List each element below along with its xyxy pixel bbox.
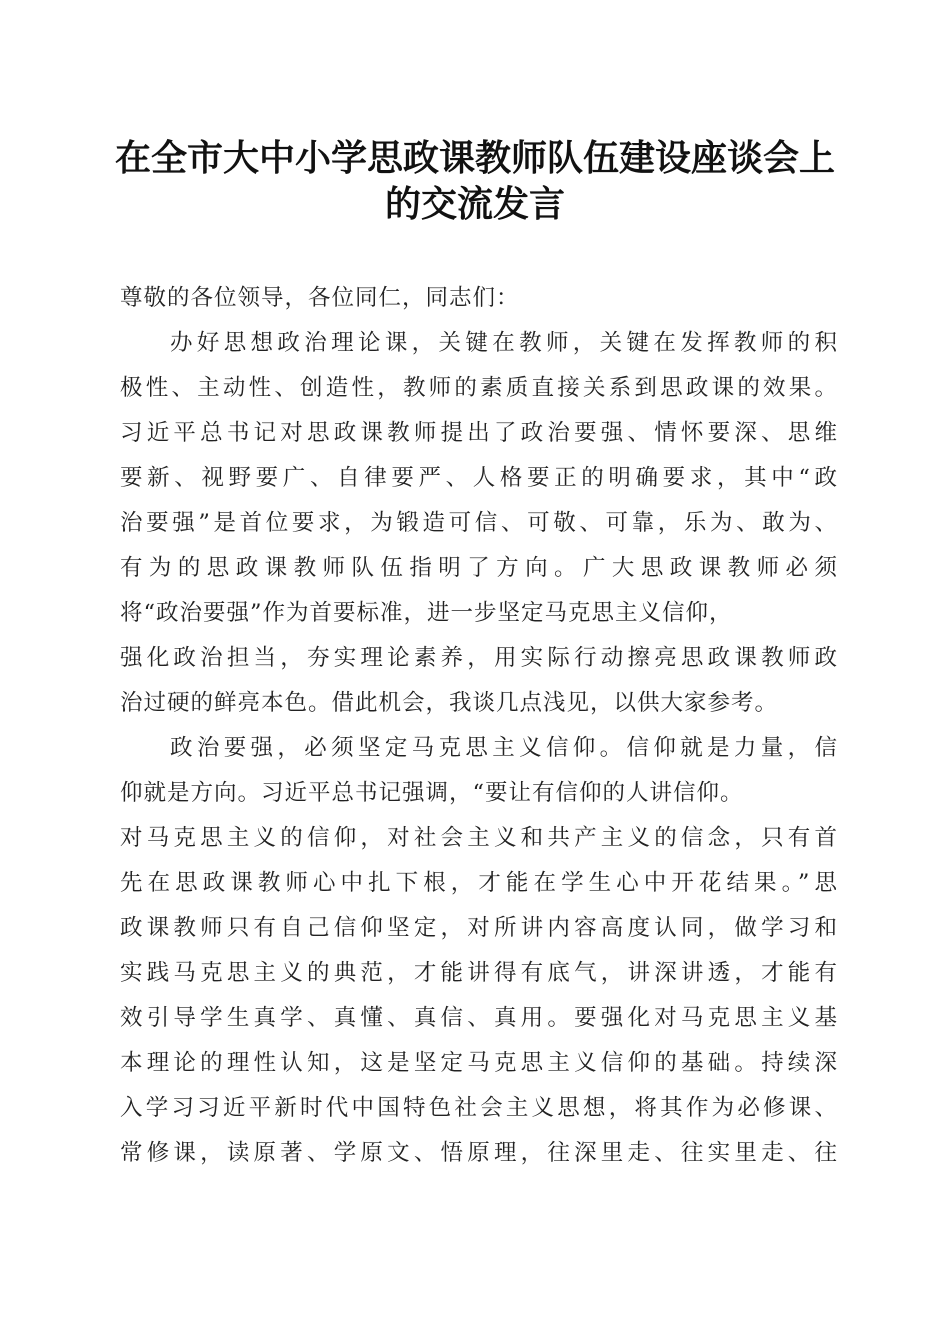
paragraph-line: 政课教师只有自己信仰坚定，对所讲内容高度认同，做学习和 — [120, 915, 838, 941]
paragraph-line: 对马克思主义的信仰，对社会主义和共产主义的信念，只有首 — [120, 825, 838, 851]
document-body — [120, 276, 838, 1176]
paragraph-line: 习近平总书记对思政课教师提出了政治要强、情怀要深、思维 — [120, 420, 838, 446]
paragraph-line: 有为的思政课教师队伍指明了方向。广大思政课教师必须 — [120, 555, 838, 581]
paragraph-line: 常修课，读原著、学原文、悟原理，往深里走、往实里走、往 — [120, 1140, 838, 1166]
paragraph-line: 极性、主动性、创造性，教师的素质直接关系到思政课的效果。 — [120, 375, 838, 401]
title-line-2: 的交流发言 — [384, 183, 565, 225]
paragraph-line: 先在思政课教师心中扎下根，才能在学生心中开花结果。”思 — [120, 870, 838, 896]
paragraph-line: 治过硬的鲜亮本色。借此机会，我谈几点浅见，以供大家参考。 — [120, 690, 779, 716]
paragraph-line: 治要强”是首位要求，为锻造可信、可敬、可靠，乐为、敢为、 — [120, 510, 838, 536]
paragraph-line: 办好思想政治理论课，关键在教师，关键在发挥教师的积 — [170, 330, 838, 356]
paragraph-line: 实践马克思主义的典范，才能讲得有底气，讲深讲透，才能有 — [120, 960, 838, 986]
paragraph-line: 效引导学生真学、真懂、真信、真用。要强化对马克思主义基 — [120, 1005, 838, 1031]
paragraph-2 — [120, 726, 838, 1176]
title-line-1: 在全市大中小学思政课教师队伍建设座谈会上 — [114, 137, 835, 179]
paragraph-line: 本理论的理性认知，这是坚定马克思主义信仰的基础。持续深 — [120, 1050, 838, 1076]
paragraph-line: 要新、视野要广、自律要严、人格要正的明确要求，其中“政 — [120, 465, 838, 491]
salutation: 尊敬的各位领导，各位同仁，同志们： — [120, 285, 520, 311]
paragraph-line: 强化政治担当，夯实理论素养，用实际行动擦亮思政课教师政 — [120, 645, 838, 671]
paragraph-line: 仰就是方向。习近平总书记强调，“要让有信仰的人讲信仰。 — [120, 780, 744, 806]
document-title — [100, 135, 850, 227]
paragraph-line: 政治要强，必须坚定马克思主义信仰。信仰就是力量，信 — [170, 735, 838, 761]
paragraph-1 — [120, 321, 838, 726]
paragraph-line: 将“政治要强”作为首要标准，进一步坚定马克思主义信仰， — [120, 600, 733, 626]
paragraph-line: 入学习习近平新时代中国特色社会主义思想，将其作为必修课、 — [120, 1095, 838, 1121]
